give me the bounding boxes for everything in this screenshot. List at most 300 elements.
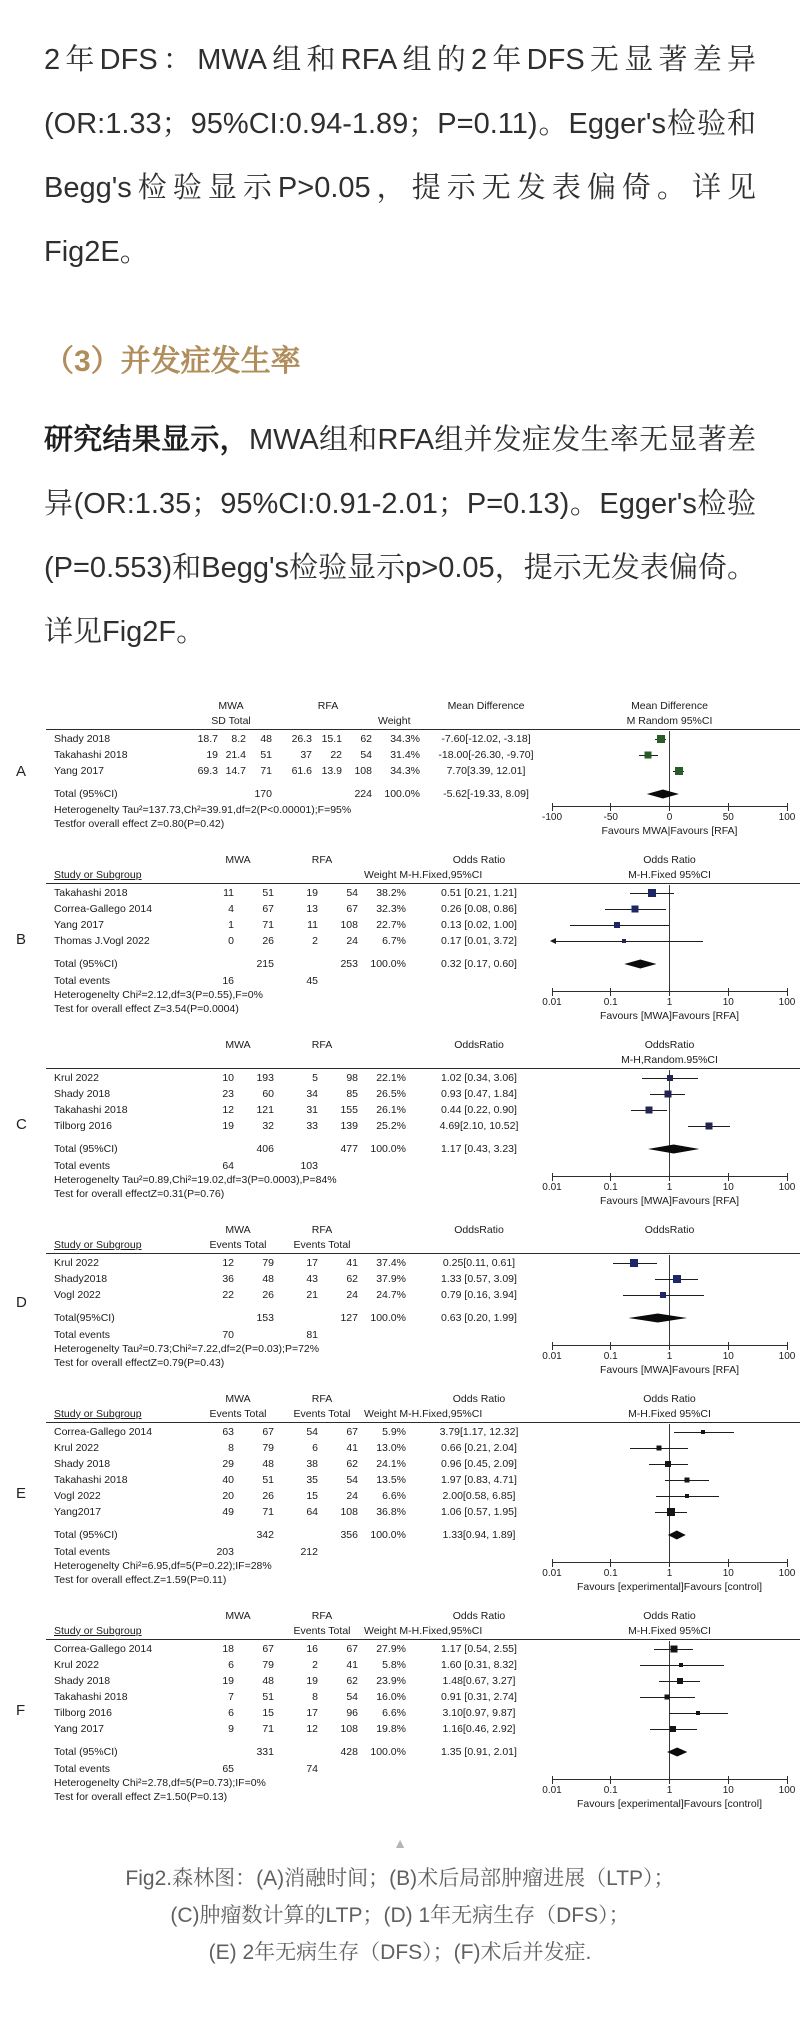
axis-tick [728, 988, 729, 996]
weight-cell: 32.3% [376, 903, 406, 915]
panel-letter-D: D [16, 1294, 27, 1311]
weight-cell: 22.1% [376, 1072, 406, 1084]
effect-marker [677, 1678, 683, 1684]
axis-tick-label: 0.01 [542, 1351, 562, 1362]
group2-header: RFA [311, 1609, 333, 1622]
plot-cell [552, 1287, 787, 1303]
study-row [46, 1705, 800, 1721]
group1-header: MWA [225, 1038, 251, 1051]
effect-marker [667, 1075, 673, 1081]
effect-estimate-cell: 0.79 [0.16, 3.94] [441, 1289, 517, 1301]
effect-marker [656, 1446, 661, 1451]
value-cell: 17 [306, 1257, 318, 1269]
effect-marker [696, 1711, 700, 1715]
effect-marker [670, 1646, 677, 1653]
events-value: 16 [222, 974, 234, 987]
value-cell: 34 [306, 1088, 318, 1100]
effect-marker [630, 1259, 638, 1267]
group1-subheader: Events Total [209, 1407, 267, 1420]
effect-marker [667, 1508, 675, 1516]
value-cell: 127 [340, 1312, 358, 1324]
weight-cell: 37.4% [376, 1257, 406, 1269]
value-cell: 6 [312, 1442, 318, 1454]
effect-estimate-cell: 1.16[0.46, 2.92] [442, 1723, 516, 1735]
weight-cell: 27.9% [376, 1643, 406, 1655]
value-cell: 38 [306, 1458, 318, 1470]
study-row [46, 731, 800, 747]
total-label: Total (95%CI) [54, 1746, 118, 1758]
weight-cell: 13.5% [376, 1474, 406, 1486]
heterogeneity-text: Heterogenelty Chi²=2.12,df=3(P=0.55),F=0% [54, 989, 263, 1001]
value-cell: 477 [340, 1143, 358, 1155]
axis-tick [552, 1559, 553, 1567]
axis-tick-label: 100 [778, 1568, 796, 1579]
plot-cell [552, 747, 787, 763]
value-cell: 54 [360, 749, 372, 761]
study-row [46, 1118, 800, 1134]
stats-block [46, 803, 552, 843]
study-name: Takahashi 2018 [54, 1104, 128, 1116]
weight-cell: 38.2% [376, 887, 406, 899]
forest-panel-B [16, 852, 800, 1028]
effect-marker [665, 1461, 671, 1467]
paragraph-lead-bold: 研究结果显示， [44, 424, 249, 456]
group2-subheader: Events Total [293, 1624, 351, 1637]
study-name: Yang 2017 [54, 1723, 105, 1735]
weight-cell: 23.9% [376, 1675, 406, 1687]
plot-cell [552, 1705, 787, 1721]
value-cell: 11 [307, 919, 318, 931]
weight-cell: 5.8% [382, 1659, 406, 1671]
value-cell: 31 [306, 1104, 318, 1116]
effect-estimate-cell: 4.69[2.10, 10.52] [439, 1120, 519, 1132]
plot-cell [552, 1118, 787, 1134]
effect-header: Odds Ratio [452, 1609, 506, 1622]
plot-header: Odds Ratio [643, 853, 696, 866]
group2-header: RFA [311, 1223, 333, 1236]
weight-cell: 100.0% [370, 1746, 406, 1758]
study-name: Yang2017 [54, 1506, 102, 1518]
effect-header: OddsRatio [454, 1223, 504, 1236]
plot-cell [552, 1086, 787, 1102]
value-cell: 15.1 [321, 733, 342, 745]
plot-cell [552, 1140, 787, 1158]
study-name: Yang 2017 [54, 919, 105, 931]
weight-cell: 13.0% [376, 1442, 406, 1454]
axis-tick [728, 1559, 729, 1567]
no-effect-line [669, 901, 670, 917]
axis-tick [552, 803, 553, 811]
effect-estimate-cell: 0.66 [0.21, 2.04] [441, 1442, 517, 1454]
value-cell: 71 [262, 1723, 274, 1735]
effect-marker [679, 1663, 683, 1667]
axis-tick-label: 0.1 [603, 1182, 618, 1193]
paragraph-rest: MWA组和RFA组并发症发生率无显著差异(OR:1.35；95%CI:0.91-2.01；P=0.13)。Egger's检验(P=0.553)和Begg's检验显示p>0.05，提示无发表偏倚。详见Fig2F。 [44, 424, 756, 648]
value-cell: 35 [306, 1474, 318, 1486]
study-row [46, 1271, 800, 1287]
effect-estimate-cell: 0.13 [0.02, 1.00] [441, 919, 517, 931]
group2-subheader: Events Total [293, 1238, 351, 1251]
plot-cell [552, 1657, 787, 1673]
effect-estimate-cell: 7.70[3.39, 12.01] [446, 765, 526, 777]
value-cell: 8 [312, 1691, 318, 1703]
group2-header: RFA [311, 1038, 333, 1051]
stats-block [46, 1173, 552, 1213]
value-cell: 67 [262, 1426, 274, 1438]
figure-caption-block [0, 1834, 800, 1971]
value-cell: 356 [340, 1529, 358, 1541]
effect-estimate-cell: 0.25[0.11, 0.61] [442, 1257, 516, 1269]
heterogeneity-text: Heterogenelty Tau²=0.89,Chi²=19.02,df=3(P=0.0003),P=84% [54, 1174, 337, 1186]
events-value: 64 [222, 1159, 234, 1172]
value-cell: 54 [346, 887, 358, 899]
panel-header [46, 1608, 800, 1640]
value-cell: 428 [340, 1746, 358, 1758]
value-cell: 67 [262, 903, 274, 915]
value-cell: 33 [306, 1120, 318, 1132]
weight-ci-subheader: Weight [378, 714, 411, 727]
effect-marker [684, 1478, 689, 1483]
value-cell: 23 [222, 1088, 234, 1100]
favours-label: Favours [MWA]Favours [RFA] [599, 1364, 740, 1376]
no-effect-line [669, 1158, 670, 1173]
axis-tick [610, 1559, 611, 1567]
axis-tick-label: 0.01 [542, 1785, 562, 1796]
weight-cell: 25.2% [376, 1120, 406, 1132]
plot-subheader: M-H.Fixed 95%CI [628, 868, 711, 881]
study-name: Vogl 2022 [54, 1289, 101, 1301]
axis-tick-label: 0.01 [542, 1568, 562, 1579]
effect-header: OddsRatio [454, 1038, 504, 1051]
value-cell: 193 [256, 1072, 274, 1084]
total-diamond [668, 1531, 686, 1540]
overall-effect-text: Testfor overall effect Z=0.80(P=0.42) [54, 818, 225, 830]
value-cell: 49 [222, 1506, 234, 1518]
plot-subheader: M Random 95%CI [626, 714, 713, 727]
plot-cell [552, 1472, 787, 1488]
value-cell: 2 [312, 935, 318, 947]
axis-tick-label: -50 [603, 812, 618, 823]
panel-letter-F: F [16, 1701, 26, 1719]
total-diamond [647, 790, 679, 799]
axis-tick [787, 803, 788, 811]
panel-footer [46, 1776, 800, 1816]
study-row [46, 1504, 800, 1520]
no-effect-line [669, 1327, 670, 1342]
total-events-row [46, 1544, 800, 1559]
study-name: Correa-Gallego 2014 [54, 1643, 153, 1655]
total-events-row [46, 1327, 800, 1342]
value-cell: 19 [206, 749, 218, 761]
plot-cell [552, 785, 787, 803]
value-cell: 54 [306, 1426, 318, 1438]
value-cell: 108 [340, 1506, 358, 1518]
weight-cell: 24.7% [376, 1289, 406, 1301]
forest-panel-E [16, 1391, 800, 1599]
weight-ci-subheader: Weight M-H.Fixed,95%CI [364, 1407, 483, 1420]
plot-header: OddsRatio [644, 1038, 695, 1051]
weight-cell: 22.7% [376, 919, 406, 931]
stats-block [46, 1342, 552, 1382]
group1-header: MWA [225, 1223, 251, 1236]
value-cell: 18 [222, 1643, 234, 1655]
study-name: Takahashi 2018 [54, 1474, 128, 1486]
axis [541, 803, 796, 843]
effect-estimate-cell: 1.48[0.67, 3.27] [442, 1675, 516, 1687]
value-cell: 6 [228, 1659, 234, 1671]
study-column-header: Study or Subgroup [54, 1407, 142, 1420]
axis-tick-label: 100 [778, 1182, 796, 1193]
header-row-groups [46, 1222, 800, 1237]
effect-estimate-cell: 0.96 [0.45, 2.09] [441, 1458, 517, 1470]
plot-cell [552, 1504, 787, 1520]
total-diamond [624, 960, 656, 969]
events-value: 212 [300, 1545, 318, 1558]
total-label: Total (95%CI) [54, 788, 118, 800]
axis-tick-label: 100 [778, 812, 796, 823]
value-cell: 61.6 [291, 765, 312, 777]
value-cell: 85 [346, 1088, 358, 1100]
panel-header [46, 852, 800, 884]
value-cell: 60 [262, 1088, 274, 1100]
value-cell: 8 [228, 1442, 234, 1454]
plot-cell [552, 955, 787, 973]
effect-marker [645, 1107, 652, 1114]
value-cell: 67 [262, 1643, 274, 1655]
value-cell: 12 [222, 1104, 234, 1116]
value-cell: 62 [360, 733, 372, 745]
plot-cell [552, 1424, 787, 1440]
plot-cell [552, 1689, 787, 1705]
value-cell: 79 [262, 1659, 274, 1671]
weight-cell: 19.8% [376, 1723, 406, 1735]
favours-label: Favours [MWA]Favours [RFA] [599, 1195, 740, 1207]
effect-estimate-cell: 1.06 [0.57, 1.95] [441, 1506, 517, 1518]
axis-tick-label: 1 [666, 997, 673, 1008]
panel-footer [46, 1559, 800, 1599]
group1-subheader: Events Total [209, 1238, 267, 1251]
axis-tick [669, 1559, 670, 1567]
value-cell: 2 [312, 1659, 318, 1671]
plot-header: Mean Difference [631, 699, 708, 712]
value-cell: 26 [262, 1289, 274, 1301]
plot-cell [552, 1544, 787, 1559]
value-cell: 224 [354, 788, 372, 800]
effect-marker [670, 1726, 676, 1732]
total-events-label: Total events [54, 1545, 111, 1558]
axis-tick-label: 0.1 [603, 1351, 618, 1362]
collapse-triangle-icon[interactable]: ▲ [393, 1835, 407, 1851]
axis-tick [787, 1559, 788, 1567]
value-cell: 13 [306, 903, 318, 915]
effect-marker [657, 735, 665, 743]
plot-cell [552, 1761, 787, 1776]
total-label: Total(95%CI) [54, 1312, 115, 1324]
axis-tick-label: 1 [666, 1182, 673, 1193]
events-value: 70 [222, 1328, 234, 1341]
caption-line-1: Fig2.森林图：(A)消融时间；(B)术后局部肿瘤进展（LTP）； [125, 1867, 675, 1890]
axis-tick-label: 10 [722, 1568, 734, 1579]
panel-letter-E: E [16, 1484, 27, 1502]
axis-tick-label: 50 [722, 812, 734, 823]
study-column-header: Study or Subgroup [54, 1624, 142, 1637]
axis-tick [610, 803, 611, 811]
axis-tick [610, 1173, 611, 1181]
group2-header: RFA [311, 853, 333, 866]
panel-letter-C: C [16, 1116, 27, 1134]
axis-tick-label: 0.01 [542, 1182, 562, 1193]
value-cell: 14.7 [225, 765, 246, 777]
study-row [46, 885, 800, 901]
overall-effect-text: Test for overall effect.Z=1.59(P=0.11) [54, 1574, 227, 1586]
value-cell: 48 [260, 733, 272, 745]
study-column-header: Study or Subgroup [54, 1238, 142, 1251]
value-cell: 54 [346, 1474, 358, 1486]
weight-cell: 6.6% [382, 1707, 406, 1719]
axis-tick [552, 988, 553, 996]
weight-cell: 24.1% [376, 1458, 406, 1470]
total-label: Total (95%CI) [54, 1529, 118, 1541]
value-cell: 63 [222, 1426, 234, 1438]
axis-tick-label: -100 [541, 812, 563, 823]
total-row [46, 1526, 800, 1544]
plot-cell [552, 973, 787, 988]
no-effect-line [669, 1255, 670, 1271]
axis-tick [669, 1173, 670, 1181]
value-cell: 51 [262, 887, 274, 899]
panel-letter-A: A [16, 763, 27, 781]
favours-label: Favours [experimental]Favours [control] [577, 1798, 762, 1810]
panel-footer [46, 1173, 800, 1213]
events-value: 103 [300, 1159, 318, 1172]
value-cell: 139 [340, 1120, 358, 1132]
no-effect-line [669, 731, 670, 747]
header-row-groups [46, 1608, 800, 1623]
value-cell: 121 [256, 1104, 274, 1116]
value-cell: 12 [306, 1723, 318, 1735]
weight-cell: 34.3% [390, 733, 420, 745]
study-name: Yang 2017 [54, 765, 105, 777]
no-effect-line [669, 747, 670, 763]
effect-marker [645, 752, 652, 759]
axis-tick [669, 1776, 670, 1784]
total-events-label: Total events [54, 1762, 111, 1775]
effect-estimate-cell: 1.35 [0.91, 2.01] [441, 1746, 517, 1758]
study-name: Correa-Gallego 2014 [54, 903, 153, 915]
value-cell: 9 [228, 1723, 234, 1735]
axis-tick-label: 10 [722, 1785, 734, 1796]
value-cell: 24 [346, 1289, 358, 1301]
article-body [0, 0, 800, 664]
value-cell: 13.9 [321, 765, 342, 777]
value-cell: 71 [262, 1506, 274, 1518]
value-cell: 19 [222, 1675, 234, 1687]
axis-tick-label: 100 [778, 1351, 796, 1362]
events-value: 81 [306, 1328, 318, 1341]
group1-header: MWA [225, 1609, 251, 1622]
value-cell: 71 [262, 919, 274, 931]
value-cell: 15 [306, 1490, 318, 1502]
value-cell: 11 [223, 887, 234, 899]
weight-ci-subheader: Weight M-H.Fixed,95%CI [364, 868, 483, 881]
value-cell: 108 [340, 1723, 358, 1735]
header-row-sub [46, 1406, 800, 1421]
effect-estimate-cell: 1.17 [0.43, 3.23] [441, 1143, 517, 1155]
value-cell: 19 [306, 887, 318, 899]
value-cell: 17 [306, 1707, 318, 1719]
group1-header: MWA [218, 699, 244, 712]
total-diamond [667, 1748, 687, 1757]
effect-header: Mean Difference [447, 699, 525, 712]
panel-footer [46, 803, 800, 843]
axis-tick-label: 1 [666, 1785, 673, 1796]
figure-caption [0, 1860, 800, 1971]
axis-tick [552, 1776, 553, 1784]
header-row-groups [46, 698, 800, 713]
total-row [46, 785, 800, 803]
favours-label: Favours [experimental]Favours [control] [577, 1581, 762, 1593]
value-cell: 108 [340, 919, 358, 931]
heterogeneity-text: Heterogenelty Chi²=6.95,df=5(P=0.22);IF=28% [54, 1560, 272, 1572]
weight-cell: 100.0% [370, 1143, 406, 1155]
paragraph-2yr-dfs: 2年DFS：MWA组和RFA组的2年DFS无显著差异(OR:1.33；95%CI:0.94-1.89；P=0.11)。Egger's检验和Begg's检验显示P>0.05，提示无发表偏倚。详见Fig2E。 [44, 44, 756, 268]
axis-tick [669, 988, 670, 996]
no-effect-line [669, 1424, 670, 1440]
heterogeneity-text: Heterogenelty Tau²=0.73;Chi²=7.22,df=2(P=0.03);P=72% [54, 1343, 320, 1355]
value-cell: 40 [222, 1474, 234, 1486]
plot-cell [552, 917, 787, 933]
axis-tick-label: 0.1 [603, 1785, 618, 1796]
weight-cell: 34.3% [390, 765, 420, 777]
study-name: Takahashi 2018 [54, 749, 128, 761]
axis-tick [728, 1776, 729, 1784]
effect-estimate-cell: 1.60 [0.31, 8.32] [441, 1659, 517, 1671]
value-cell: 155 [340, 1104, 358, 1116]
axis-tick [787, 988, 788, 996]
weight-cell: 16.0% [376, 1691, 406, 1703]
weight-cell: 36.8% [376, 1506, 406, 1518]
forest-panel-F [16, 1608, 800, 1816]
value-cell: 19 [222, 1120, 234, 1132]
overall-effect-text: Test for overall effect Z=3.54(P=0.0004) [54, 1003, 239, 1015]
effect-estimate-cell: 0.32 [0.17, 0.60] [441, 958, 517, 970]
effect-estimate-cell: 0.26 [0.08, 0.86] [441, 903, 517, 915]
axis-tick [610, 1776, 611, 1784]
axis-tick-label: 0 [666, 812, 673, 823]
no-effect-line [669, 1118, 670, 1134]
effect-marker [675, 767, 683, 775]
value-cell: 62 [346, 1675, 358, 1687]
study-row [46, 1456, 800, 1472]
group1-header: MWA [225, 1392, 251, 1405]
effect-estimate-cell: -7.60[-12.02, -3.18] [441, 733, 531, 745]
value-cell: 16 [306, 1643, 318, 1655]
value-cell: 108 [354, 765, 372, 777]
value-cell: 10 [222, 1072, 234, 1084]
value-cell: 22 [330, 749, 342, 761]
axis-tick [787, 1173, 788, 1181]
weight-cell: 5.9% [382, 1426, 406, 1438]
plot-subheader: M-H.Fixed 95%CI [628, 1624, 711, 1637]
value-cell: 96 [346, 1707, 358, 1719]
study-name: Krul 2022 [54, 1072, 99, 1084]
value-cell: 98 [346, 1072, 358, 1084]
forest-plot-figure [0, 698, 800, 1816]
axis-tick-label: 0.1 [603, 1568, 618, 1579]
weight-ci-subheader: Weight M-H.Fixed,95%CI [364, 1624, 483, 1637]
no-effect-line [669, 763, 670, 779]
total-label: Total (95%CI) [54, 1143, 118, 1155]
